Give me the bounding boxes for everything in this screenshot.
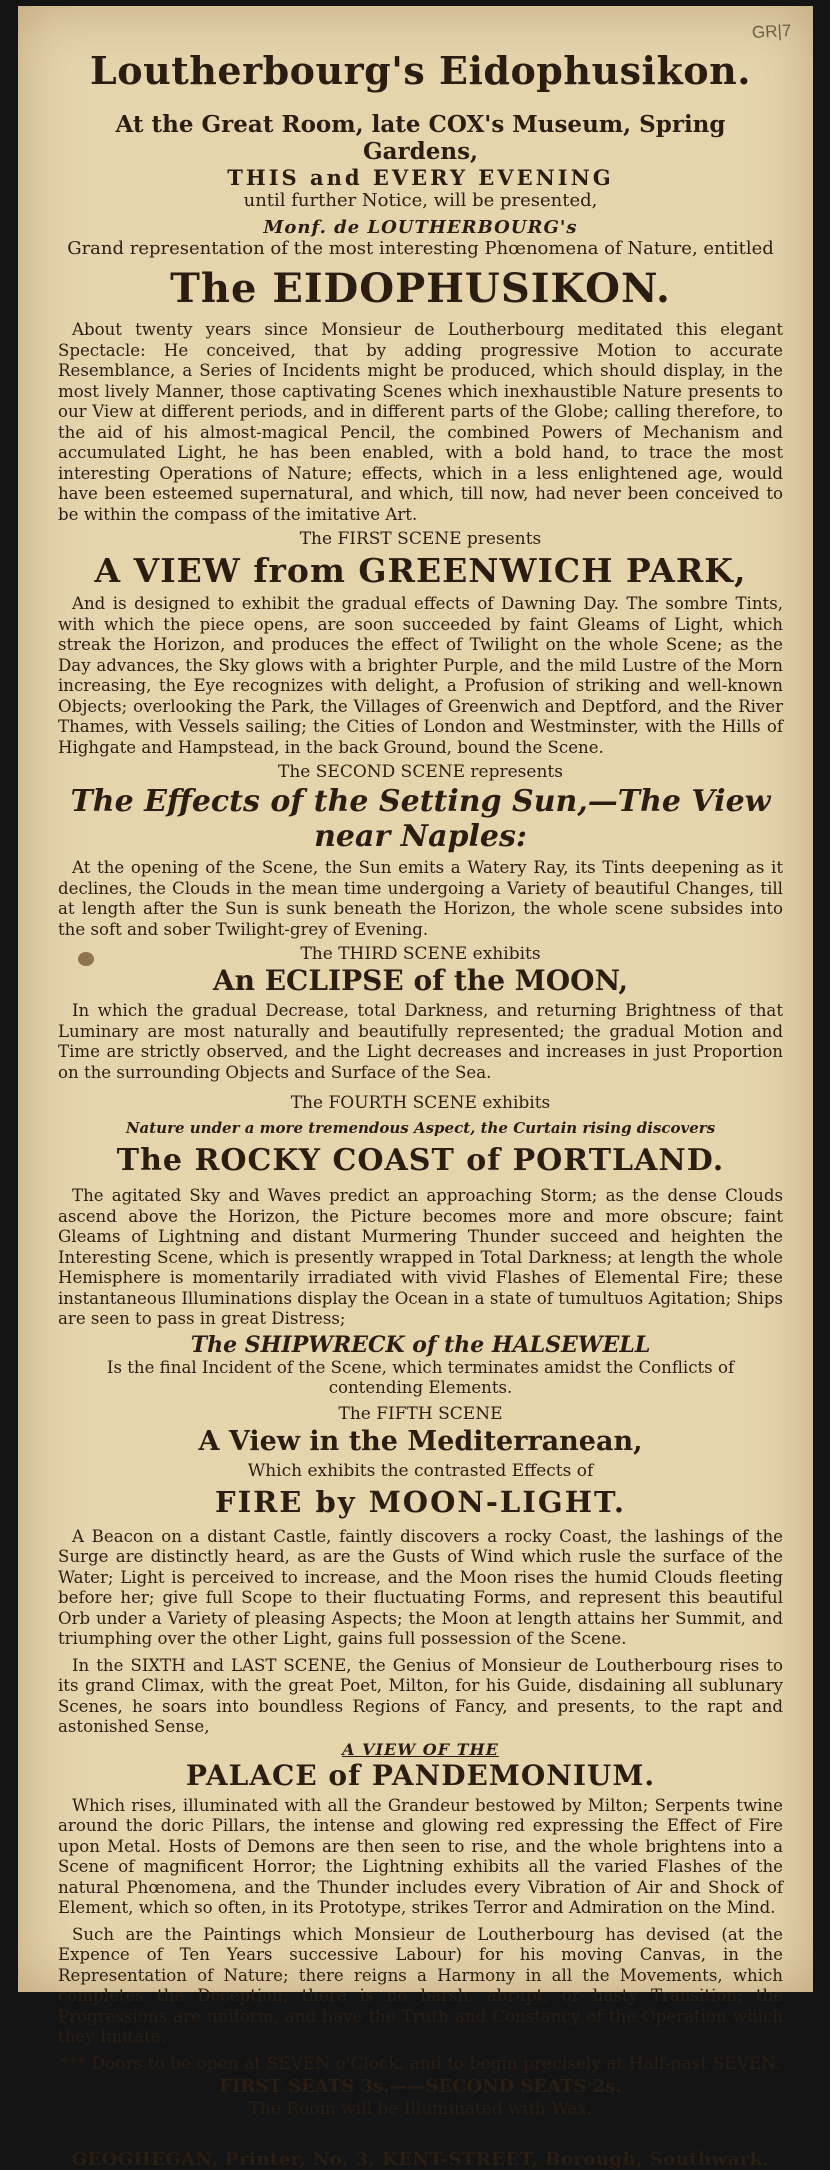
archive-mark: GR|7 [751,20,792,43]
scene4-header: The FOURTH SCENE exhibits [290,1093,551,1113]
scene5-subheader: Which exhibits the contrasted Effects of [247,1460,594,1481]
notice-line: until further Notice, will be presented, [243,190,598,211]
scene6-title: PALACE of PANDEMONIUM. [185,1758,656,1792]
scene1-paragraph: And is designed to exhibit the gradual effects of Dawning Day. The sombre Tints, with which the piece opens, are soon succeeded by faint Gleams of Light, which streak the Horizon, and produces the effect of Twilight on the whole Scene; as the Day advances, the Sky glows with a brighter Purple, and the mild Lustre of the Morn increasing, the Eye recognizes with delight, a Profusion of striking and well-known Objects; overlooking the Park, the Villages of Greenwich and Deptford, and the River Thames, with Vessels sailing; the Cities of London and Westminster, with the Hills of Highgate and Hampstead, in the back Ground, bound the Scene. [58,594,783,757]
shipwreck-text: Is the final Incident of the Scene, which terminates amidst the Conflicts of contending Elements. [106,1357,735,1397]
scene6-paragraph: In the SIXTH and LAST SCENE, the Genius of Monsieur de Loutherbourg rises to its grand Climax, with the great Poet, Milton, for his Guide, disdaining all sublunary Scenes, he soars into boundless Regions of Fancy, and presents, to the rapt and astonished Sense, [58,1655,783,1736]
intro-paragraph: About twenty years since Monsieur de Loutherbourg meditated this elegant Spectacle: He conceived, that by adding progressive Motion to accurate Resemblance, a Series of Incidents might be produced, which should display, in the most lively Manner, those captivating Scenes which inexhaustible Nature presents to our View at different periods, and in different parts of the Globe; calling therefore, to the aid of his almost-magical Pencil, the combined Powers of Mechanism and accumulated Light, he has been enabled, with a bold hand, to trace the most interesting Operations of Nature; effects, which in a less enlightened age, would have been esteemed supernatural, and which, till now, had never been conceived to be within the compass of the imitative Art. [58,320,783,524]
scene2-paragraph: At the opening of the Scene, the Sun emits a Watery Ray, its Tints deepening as it declines, the Clouds in the mean time undergoing a Variety of beautiful Changes, till at length after the Sun is sunk beneath the Horizon, the whole scene subsides into the soft and sober Twilight-grey of Evening. [58,858,783,939]
scene3-title: An ECLIPSE of the MOON, [212,964,629,997]
scene3-header: The THIRD SCENE exhibits [300,944,541,964]
venue-line: At the Great Room, late COX's Museum, Spring Gardens, [115,111,726,165]
scene5-title2: FIRE by MOON-LIGHT. [215,1484,626,1519]
main-title: The EIDOPHUSIKON. [170,265,671,312]
presenter-line: Monf. de LOUTHERBOURG's [263,217,578,238]
scene4-title: The ROCKY COAST of PORTLAND. [116,1143,725,1178]
doors-notice: *** Doors to be open at SEVEN o'Clock, and to begin precisely at Half-past SEVEN. [60,2053,781,2074]
scene3-paragraph: In which the gradual Decrease, total Darkness, and returning Brightness of that Luminary are most naturally and beautifully represented; the gradual Motion and Time are strictly observed, and the Light decreases and increases in just Proportion on the surrounding Objects and Surface of the Sea. [58,1001,783,1082]
scene1-header: The FIRST SCENE presents [299,529,542,549]
scene5-title: A View in the Mediterranean, [198,1425,643,1457]
printer-imprint: GEOGHEGAN, Printer, No. 3, KENT-STREET, Borough, Southwark. [71,2148,770,2170]
scene6-subheader: A VIEW OF THE [342,1739,499,1759]
schedule-line: THIS and EVERY EVENING [227,165,614,190]
illumination-notice: The Room will be Illuminated with Wax. [248,2098,593,2119]
scene6-paragraph2: Which rises, illuminated with all the Grandeur bestowed by Milton; Serpents twine around the doric Pillars, the intense and glowing red expressing the Effect of Fire upon Metal. Hosts of Demons are then seen to rise, and the whole brightens into a Scene of magnificent Horror; the Lightning exhibits all the varied Flashes of the natural Phœnomena, and the Thunder includes every Vibration of Air and Shock of Element, which so often, in its Prototype, strikes Terror and Admiration on the Mind. [58,1795,783,1917]
page-title: Loutherbourg's Eidophusikon. [90,48,751,93]
closing-paragraph: Such are the Paintings which Monsieur de Loutherbourg has devised (at the Expence of Ten Years successive Labour) for his moving Canvas, in the Representation of Nature; there reigns a Harmony in all the Movements, which completes the Deception; there is no harsh, abrupt, or hasty Transition; the Progressions are uniform, and have the Truth and Constancy of the Operation which they Imitate. [58,1924,783,2046]
scene4-paragraph: The agitated Sky and Waves predict an approaching Storm; as the dense Clouds ascend above the Horizon, the Picture becomes more and more obscure; faint Gleams of Lightning and distant Murmering Thunder succeed and heighten the Interesting Scene, which is presently wrapped in Total Darkness; at length the whole Hemisphere is momentarily irradiated with vivid Flashes of Elemental Fire; these instantaneous Illuminations display the Ocean in a state of tumultuos Agitation; Ships are seen to pass in great Distress; [58,1186,783,1328]
scene4-subheader: Nature under a more tremendous Aspect, the Curtain rising discovers [125,1119,716,1137]
scene2-header: The SECOND SCENE represents [278,762,563,782]
scene5-header: The FIFTH SCENE [338,1403,503,1424]
seat-prices: FIRST SEATS 3s.——SECOND SEATS 2s. [219,2075,622,2097]
shipwreck-title: The SHIPWRECK of the HALSEWELL [190,1331,651,1358]
broadside-content [58,48,783,2170]
scene5-paragraph: A Beacon on a distant Castle, faintly discovers a rocky Coast, the lashings of the Surge are distinctly heard, as are the Gusts of Wind which rusle the surface of the Water; Light is perceived to increase, and the Moon rises the humid Clouds fleeting before her; give full Scope to their fluctuating Forms, and represent this beautiful Orb under a Variety of pleasing Aspects; the Moon at length attains her Summit, and triumphing over the other Light, gains full possession of the Scene. [58,1526,783,1648]
representation-line: Grand representation of the most interesting Phœnomena of Nature, entitled [67,238,774,259]
scene1-title: A VIEW from GREENWICH PARK, [94,551,747,590]
broadside-page [18,6,813,2170]
scene2-title: The Effects of the Setting Sun,—The View near Naples: [70,784,771,854]
